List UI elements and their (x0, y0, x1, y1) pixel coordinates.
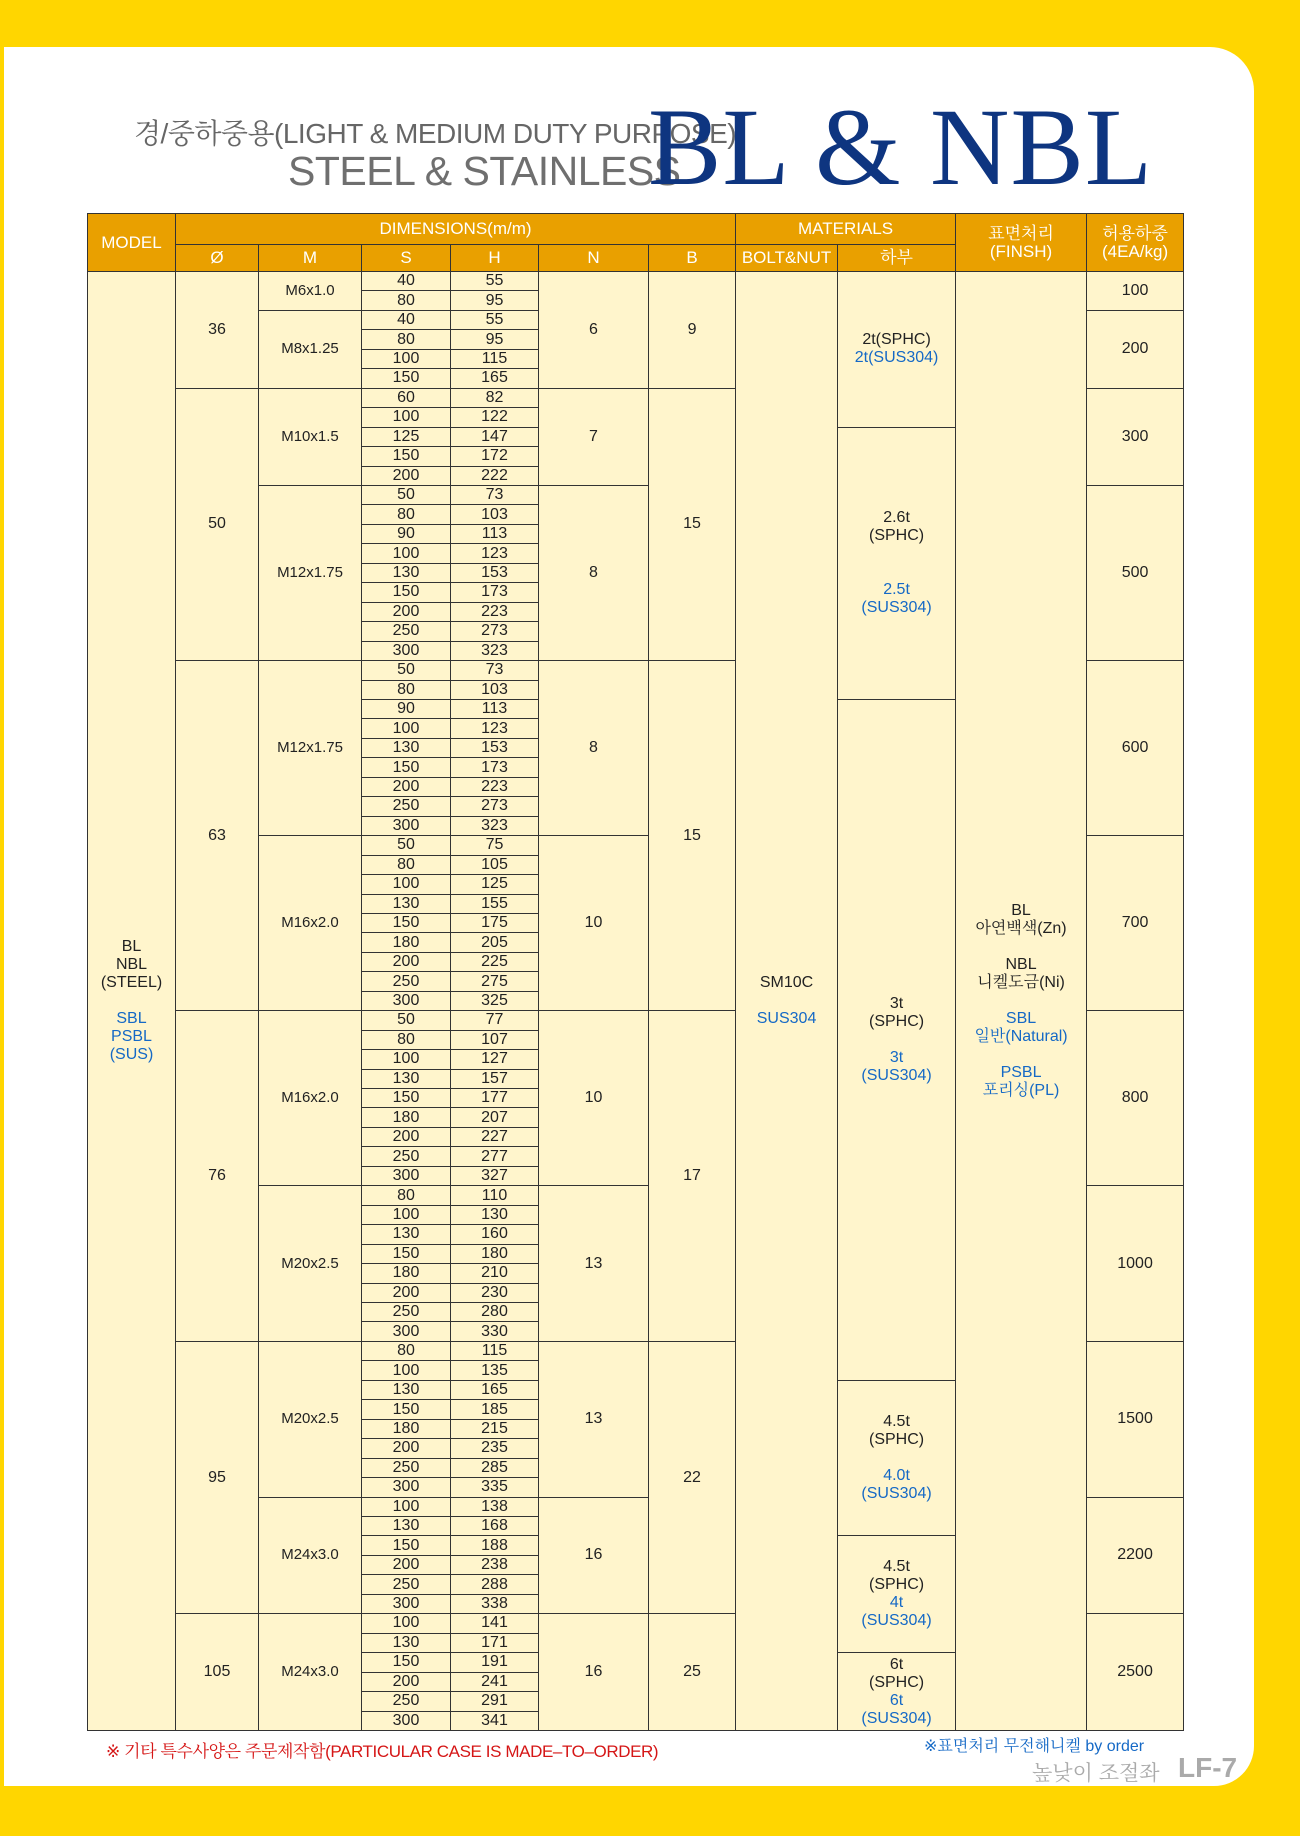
s-value: 200 (362, 1555, 451, 1574)
cell-line: 일반(Natural) (974, 1028, 1068, 1045)
h-value: 125 (451, 875, 539, 894)
h-value: 155 (451, 894, 539, 913)
load-cell: 100 (1087, 272, 1184, 311)
s-value: 250 (362, 1458, 451, 1477)
h-value: 291 (451, 1692, 539, 1711)
dia-cell: 105 (176, 1614, 259, 1731)
cell-line: (SUS304) (861, 1612, 932, 1630)
s-value: 150 (362, 1244, 451, 1263)
n-cell: 8 (539, 485, 649, 660)
h-value: 341 (451, 1711, 539, 1730)
cell-line: (SPHC) (868, 1673, 925, 1691)
h-value: 210 (451, 1264, 539, 1283)
h-value: 95 (451, 330, 539, 349)
h-value: 338 (451, 1594, 539, 1613)
h-value: 335 (451, 1478, 539, 1497)
header-load-en: (4EA/kg) (1101, 241, 1169, 261)
s-value: 150 (362, 583, 451, 602)
m-cell: M6x1.0 (259, 272, 362, 311)
header-finish (956, 214, 1087, 272)
s-value: 200 (362, 952, 451, 971)
s-value: 150 (362, 1400, 451, 1419)
h-value: 241 (451, 1672, 539, 1691)
header-subtitle: 경/중하중용(LIGHT & MEDIUM DUTY PURPOSE) (134, 118, 737, 149)
s-value: 300 (362, 641, 451, 660)
h-value: 75 (451, 836, 539, 855)
s-value: 100 (362, 1497, 451, 1516)
s-value: 60 (362, 388, 451, 407)
cell-line: 2.5t (883, 581, 910, 599)
cell-line: 2t(SPHC) (862, 331, 931, 349)
s-value: 200 (362, 777, 451, 796)
base-material-cell (838, 427, 956, 699)
cell-line: (SUS304) (861, 1709, 932, 1727)
h-value: 227 (451, 1127, 539, 1146)
s-value: 40 (362, 272, 451, 291)
m-cell: M20x2.5 (259, 1186, 362, 1342)
cell-line: 6t (889, 1691, 904, 1709)
s-value: 100 (362, 719, 451, 738)
s-value: 50 (362, 836, 451, 855)
h-value: 280 (451, 1303, 539, 1322)
h-value: 285 (451, 1458, 539, 1477)
h-value: 82 (451, 388, 539, 407)
s-value: 80 (362, 855, 451, 874)
s-value: 80 (362, 1030, 451, 1049)
h-value: 165 (451, 369, 539, 388)
s-value: 80 (362, 330, 451, 349)
h-value: 273 (451, 622, 539, 641)
h-value: 173 (451, 758, 539, 777)
s-value: 130 (362, 894, 451, 913)
finish-cell (956, 272, 1087, 1731)
cell-line: (SUS) (109, 1046, 154, 1063)
spec-table-body (88, 272, 1184, 1731)
cell-line: SM10C (759, 974, 814, 991)
s-value: 250 (362, 1692, 451, 1711)
h-value: 115 (451, 349, 539, 368)
s-value: 80 (362, 505, 451, 524)
h-value: 160 (451, 1225, 539, 1244)
h-value: 165 (451, 1380, 539, 1399)
h-value: 238 (451, 1555, 539, 1574)
cell-line (838, 563, 955, 581)
s-value: 125 (362, 427, 451, 446)
h-value: 55 (451, 310, 539, 329)
m-cell: M24x3.0 (259, 1497, 362, 1614)
s-value: 250 (362, 1575, 451, 1594)
s-value: 100 (362, 875, 451, 894)
s-value: 150 (362, 1089, 451, 1108)
s-value: 100 (362, 1050, 451, 1069)
load-cell: 200 (1087, 310, 1184, 388)
h-value: 177 (451, 1089, 539, 1108)
spec-table (87, 213, 1184, 1731)
load-cell: 600 (1087, 661, 1184, 836)
s-value: 200 (362, 602, 451, 621)
s-value: 50 (362, 1011, 451, 1030)
n-cell: 8 (539, 661, 649, 836)
load-cell: 2500 (1087, 1614, 1184, 1731)
page-title: BL & NBL (648, 86, 1154, 208)
h-value: 207 (451, 1108, 539, 1127)
h-value: 95 (451, 291, 539, 310)
s-value: 300 (362, 1322, 451, 1341)
s-value: 180 (362, 1264, 451, 1283)
s-value: 300 (362, 991, 451, 1010)
footer-subtitle: 높낮이 조절좌 (1032, 1762, 1160, 1785)
s-value: 130 (362, 563, 451, 582)
m-cell: M16x2.0 (259, 836, 362, 1011)
cell-line: 아연백색(Zn) (975, 920, 1067, 937)
h-value: 223 (451, 777, 539, 796)
s-value: 150 (362, 369, 451, 388)
s-value: 150 (362, 447, 451, 466)
s-value: 180 (362, 933, 451, 952)
cell-line: (STEEL) (100, 974, 163, 991)
n-cell: 13 (539, 1341, 649, 1497)
base-material-cell (838, 1536, 956, 1653)
header-model: MODEL (88, 214, 176, 272)
s-value: 50 (362, 661, 451, 680)
s-value: 100 (362, 544, 451, 563)
b-cell: 15 (649, 388, 736, 660)
h-value: 173 (451, 583, 539, 602)
s-value: 100 (362, 1205, 451, 1224)
h-value: 222 (451, 466, 539, 485)
header-base: 하부 (838, 245, 956, 272)
h-value: 141 (451, 1614, 539, 1633)
h-value: 172 (451, 447, 539, 466)
header-load (1087, 214, 1184, 272)
h-value: 122 (451, 408, 539, 427)
s-value: 130 (362, 1380, 451, 1399)
cell-line: 포리싱(PL) (982, 1082, 1060, 1099)
header-b: B (649, 245, 736, 272)
base-material-cell (838, 699, 956, 1380)
cell-line: BL (121, 938, 142, 955)
m-cell: M20x2.5 (259, 1341, 362, 1497)
load-cell: 300 (1087, 388, 1184, 485)
cell-line (956, 1046, 1086, 1064)
h-value: 277 (451, 1147, 539, 1166)
h-value: 288 (451, 1575, 539, 1594)
s-value: 150 (362, 758, 451, 777)
cell-line: (SPHC) (868, 1012, 925, 1030)
h-value: 55 (451, 272, 539, 291)
cell-line: 6t (889, 1655, 904, 1673)
s-value: 80 (362, 1341, 451, 1360)
h-value: 225 (451, 952, 539, 971)
load-cell: 700 (1087, 836, 1184, 1011)
h-value: 171 (451, 1633, 539, 1652)
s-value: 200 (362, 1127, 451, 1146)
s-value: 250 (362, 1147, 451, 1166)
s-value: 300 (362, 816, 451, 835)
load-cell: 2200 (1087, 1497, 1184, 1614)
b-cell: 25 (649, 1614, 736, 1731)
h-value: 180 (451, 1244, 539, 1263)
s-value: 90 (362, 524, 451, 543)
h-value: 103 (451, 505, 539, 524)
h-value: 138 (451, 1497, 539, 1516)
h-value: 185 (451, 1400, 539, 1419)
cell-line: 2.6t (883, 509, 910, 527)
load-cell: 800 (1087, 1011, 1184, 1186)
cell-line: 4.0t (883, 1467, 910, 1485)
s-value: 250 (362, 972, 451, 991)
n-cell: 10 (539, 1011, 649, 1186)
h-value: 130 (451, 1205, 539, 1224)
cell-line: PSBL (1000, 1064, 1042, 1081)
s-value: 50 (362, 485, 451, 504)
h-value: 147 (451, 427, 539, 446)
note-custom-order: ※ 기타 특수사양은 주문제작함(PARTICULAR CASE IS MADE–TO–ORDER) (106, 1742, 659, 1761)
h-value: 188 (451, 1536, 539, 1555)
s-value: 130 (362, 738, 451, 757)
h-value: 73 (451, 485, 539, 504)
dia-cell: 63 (176, 661, 259, 1011)
b-cell: 9 (649, 272, 736, 389)
h-value: 323 (451, 816, 539, 835)
s-value: 80 (362, 291, 451, 310)
s-value: 100 (362, 1614, 451, 1633)
cell-line: (SUS304) (861, 599, 932, 617)
h-value: 153 (451, 738, 539, 757)
header-finish-ko: 표면처리 (988, 223, 1054, 243)
s-value: 200 (362, 466, 451, 485)
s-value: 200 (362, 1672, 451, 1691)
h-value: 230 (451, 1283, 539, 1302)
h-value: 127 (451, 1050, 539, 1069)
cell-line: SBL (1005, 1010, 1037, 1027)
s-value: 250 (362, 622, 451, 641)
h-value: 327 (451, 1166, 539, 1185)
header-load-ko: 허용하중 (1102, 223, 1168, 243)
cell-line: 4.5t (883, 1413, 910, 1431)
h-value: 77 (451, 1011, 539, 1030)
header-dia: Ø (176, 245, 259, 272)
s-value: 90 (362, 699, 451, 718)
n-cell: 10 (539, 836, 649, 1011)
cell-line: 2t(SUS304) (854, 349, 939, 367)
h-value: 215 (451, 1419, 539, 1438)
base-material-cell (838, 272, 956, 428)
cell-line: 3t (889, 1048, 904, 1066)
cell-line: NBL (115, 956, 148, 973)
h-value: 325 (451, 991, 539, 1010)
b-cell: 22 (649, 1341, 736, 1613)
cell-line: NBL (1005, 956, 1037, 973)
page-number: LF-7 (1178, 1752, 1238, 1783)
h-value: 123 (451, 544, 539, 563)
s-value: 150 (362, 913, 451, 932)
s-value: 100 (362, 1361, 451, 1380)
s-value: 100 (362, 408, 451, 427)
cell-line: (SUS304) (861, 1066, 932, 1084)
h-value: 275 (451, 972, 539, 991)
header-dimensions: DIMENSIONS(m/m) (176, 214, 736, 245)
m-cell: M16x2.0 (259, 1011, 362, 1186)
s-value: 130 (362, 1633, 451, 1652)
n-cell: 7 (539, 388, 649, 485)
cell-line: PSBL (111, 1028, 152, 1045)
h-value: 113 (451, 524, 539, 543)
h-value: 223 (451, 602, 539, 621)
h-value: 205 (451, 933, 539, 952)
s-value: 300 (362, 1594, 451, 1613)
cell-line: SUS304 (756, 1010, 817, 1027)
h-value: 175 (451, 913, 539, 932)
header-line2: STEEL & STAINLESS (288, 148, 681, 194)
cell-line: (SPHC) (868, 1431, 925, 1449)
h-value: 153 (451, 563, 539, 582)
h-value: 103 (451, 680, 539, 699)
m-cell: M8x1.25 (259, 310, 362, 388)
n-cell: 13 (539, 1186, 649, 1342)
s-value: 40 (362, 310, 451, 329)
s-value: 180 (362, 1108, 451, 1127)
header-h: H (451, 245, 539, 272)
h-value: 330 (451, 1322, 539, 1341)
cell-line (838, 1449, 955, 1467)
h-value: 157 (451, 1069, 539, 1088)
h-value: 168 (451, 1517, 539, 1536)
s-value: 100 (362, 349, 451, 368)
s-value: 250 (362, 1303, 451, 1322)
s-value: 180 (362, 1419, 451, 1438)
table-row (88, 272, 1184, 291)
base-material-cell (838, 1653, 956, 1731)
cell-line: 4.5t (883, 1558, 910, 1576)
m-cell: M10x1.5 (259, 388, 362, 485)
h-value: 73 (451, 661, 539, 680)
s-value: 200 (362, 1439, 451, 1458)
b-cell: 17 (649, 1011, 736, 1342)
cell-line: 3t (889, 994, 904, 1012)
note-surface: ※표면처리 무전해니켈 by order (924, 1738, 1145, 1755)
s-value: 300 (362, 1166, 451, 1185)
h-value: 323 (451, 641, 539, 660)
s-value: 80 (362, 1186, 451, 1205)
s-value: 80 (362, 680, 451, 699)
h-value: 273 (451, 797, 539, 816)
cell-line (956, 992, 1086, 1010)
header-n: N (539, 245, 649, 272)
s-value: 200 (362, 1283, 451, 1302)
boltnut-cell (736, 272, 838, 1731)
n-cell: 16 (539, 1614, 649, 1731)
load-cell: 1000 (1087, 1186, 1184, 1342)
s-value: 150 (362, 1536, 451, 1555)
cell-line (838, 545, 955, 563)
header-s: S (362, 245, 451, 272)
dia-cell: 50 (176, 388, 259, 660)
h-value: 105 (451, 855, 539, 874)
header-finish-en: (FINSH) (989, 241, 1053, 261)
load-cell: 500 (1087, 485, 1184, 660)
m-cell: M12x1.75 (259, 485, 362, 660)
cell-line: 니켈도금(Ni) (977, 974, 1065, 991)
cell-line: (SUS304) (861, 1485, 932, 1503)
model-cell (88, 272, 176, 1731)
header-boltnut: BOLT&NUT (736, 245, 838, 272)
n-cell: 16 (539, 1497, 649, 1614)
m-cell: M12x1.75 (259, 661, 362, 836)
h-value: 235 (451, 1439, 539, 1458)
base-material-cell (838, 1380, 956, 1536)
b-cell: 15 (649, 661, 736, 1011)
header-materials: MATERIALS (736, 214, 956, 245)
n-cell: 6 (539, 272, 649, 389)
h-value: 115 (451, 1341, 539, 1360)
cell-line: (SPHC) (868, 527, 925, 545)
s-value: 300 (362, 1711, 451, 1730)
cell-line (956, 938, 1086, 956)
s-value: 130 (362, 1517, 451, 1536)
cell-line (838, 1031, 955, 1049)
m-cell: M24x3.0 (259, 1614, 362, 1731)
header-m: M (259, 245, 362, 272)
cell-line: (SPHC) (868, 1576, 925, 1594)
s-value: 150 (362, 1653, 451, 1672)
cell-line: BL (1011, 902, 1031, 919)
s-value: 250 (362, 797, 451, 816)
load-cell: 1500 (1087, 1341, 1184, 1497)
dia-cell: 76 (176, 1011, 259, 1342)
s-value: 130 (362, 1225, 451, 1244)
cell-line: 4t (889, 1594, 904, 1612)
h-value: 135 (451, 1361, 539, 1380)
s-value: 300 (362, 1478, 451, 1497)
dia-cell: 36 (176, 272, 259, 389)
h-value: 123 (451, 719, 539, 738)
h-value: 113 (451, 699, 539, 718)
h-value: 191 (451, 1653, 539, 1672)
dia-cell: 95 (176, 1341, 259, 1613)
h-value: 110 (451, 1186, 539, 1205)
h-value: 107 (451, 1030, 539, 1049)
s-value: 130 (362, 1069, 451, 1088)
cell-line: SBL (116, 1010, 147, 1027)
